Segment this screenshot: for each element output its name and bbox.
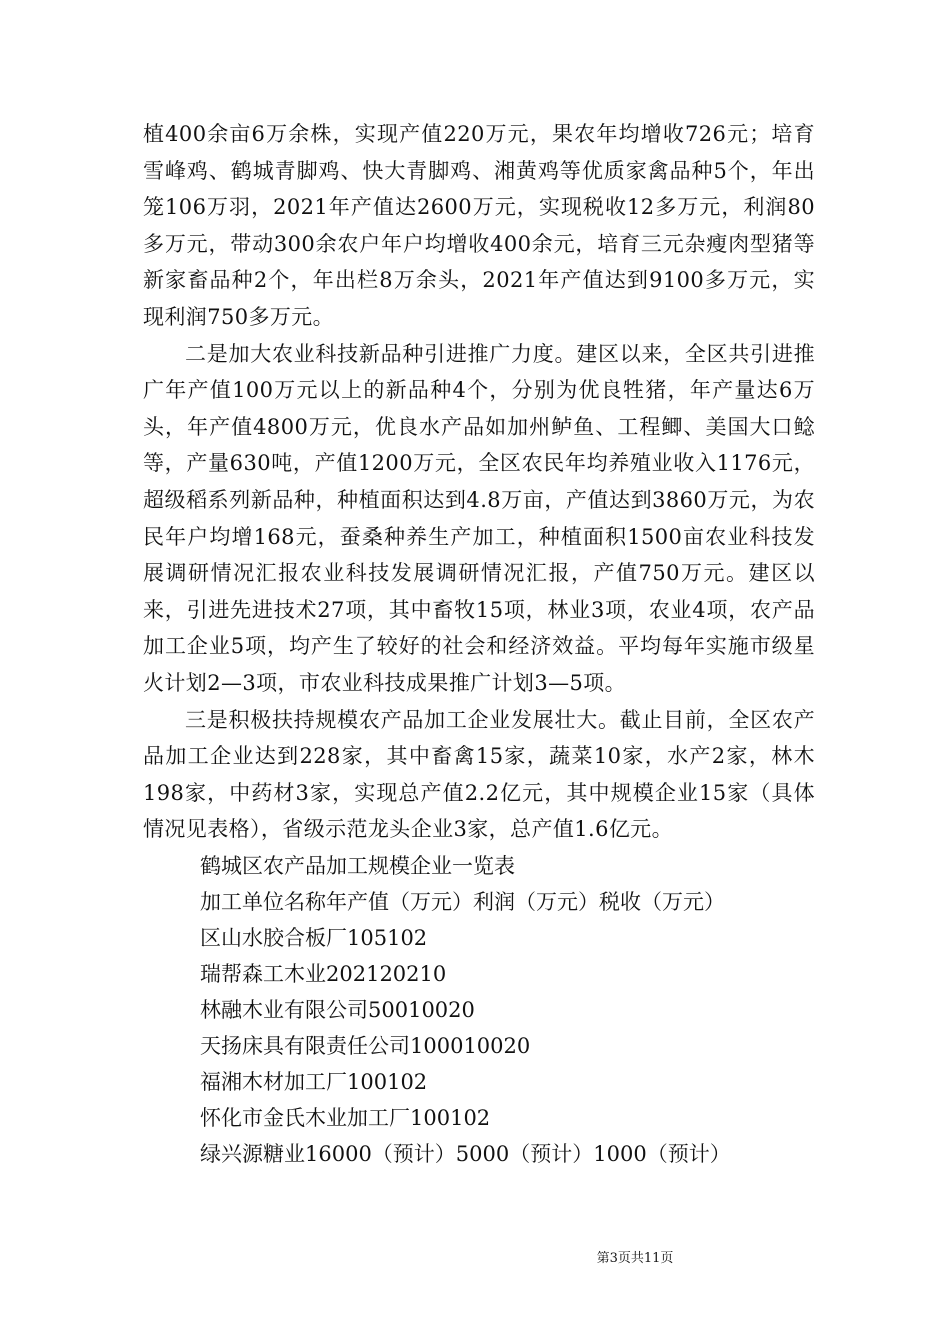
- table-row: 福湘木材加工厂100102: [200, 1069, 428, 1094]
- table-row: 怀化市金氏木业加工厂100102: [200, 1105, 491, 1130]
- enterprise-table: [200, 848, 815, 1172]
- table-row: 绿兴源糖业16000（预计）5000（预计）1000（预计）: [200, 1141, 731, 1166]
- page-number: 第3页共11页: [596, 1251, 674, 1266]
- document-body: [143, 116, 815, 1172]
- table-row: 瑞帮森工木业202120210: [200, 961, 447, 986]
- table-row: 区山水胶合板厂105102: [200, 925, 428, 950]
- table-row: 天扬床具有限责任公司100010020: [200, 1033, 531, 1058]
- table-header: 加工单位名称年产值（万元）利润（万元）税收（万元）: [200, 889, 725, 914]
- paragraph-2: 二是加大农业科技新品种引进推广力度。建区以来，全区共引进推广年产值100万元以上的新品种4个，分别为优良牲猪，年产量达6万头，年产值4800万元，优良水产品如加州鲈鱼、工程鲫、美国大口鲶等，产量630吨，产值1200万元，全区农民年均养殖业收入1176元，超级稻系列新品种，种植面积达到4.8万亩，产值达到3860万元，为农民年户均增168元，蚕桑种养生产加工，种植面积1500亩农业科技发展调研情况汇报农业科技发展调研情况汇报，产值750万元。建区以来，引进先进技术27项，其中畜牧15项，林业3项，农业4项，农产品加工企业5项，均产生了较好的社会和经济效益。平均每年实施市级星火计划2—3项，市农业科技成果推广计划3—5项。: [143, 341, 815, 695]
- paragraph-3: 三是积极扶持规模农产品加工企业发展壮大。截止目前，全区农产品加工企业达到228家，其中畜禽15家，蔬菜10家，水产2家，林木198家，中药材3家，实现总产值2.2亿元，其中规模企业15家（具体情况见表格），省级示范龙头企业3家，总产值1.6亿元。: [143, 707, 815, 842]
- table-title: 鹤城区农产品加工规模企业一览表: [200, 853, 515, 878]
- paragraph-1: 植400余亩6万余株，实现产值220万元，果农年均增收726元；培育雪峰鸡、鹤城青脚鸡、快大青脚鸡、湘黄鸡等优质家禽品种5个，年出笼106万羽，2021年产值达2600万元，实现税收12多万元，利润80多万元，带动300余农户年户均增收400余元，培育三元杂瘦肉型猪等新家畜品种2个，年出栏8万余头，2021年产值达到9100多万元，实现利润750多万元。: [143, 122, 815, 329]
- table-row: 林融木业有限公司50010020: [200, 997, 475, 1022]
